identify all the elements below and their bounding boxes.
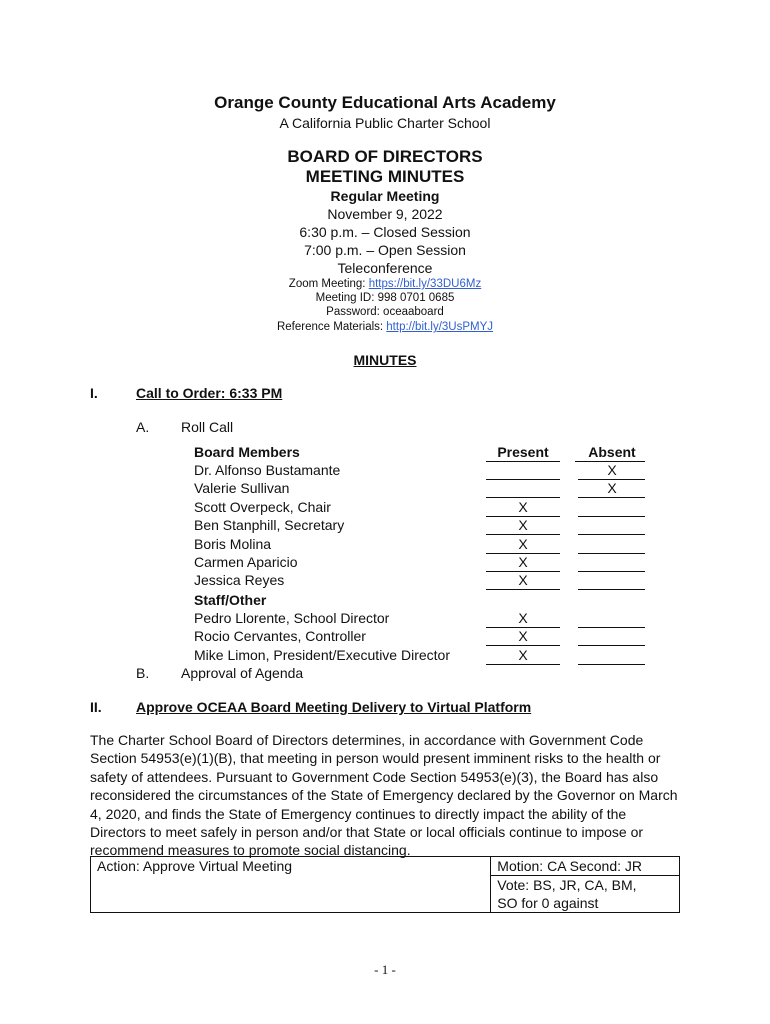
present-mark: X — [518, 628, 528, 645]
school-name: Orange County Educational Arts Academy — [214, 93, 556, 112]
vote-line-2: SO for 0 against — [497, 895, 599, 911]
open-session-time: 7:00 p.m. – Open Session — [304, 242, 466, 258]
absent-mark: X — [607, 462, 617, 478]
school-subtitle: A California Public Charter School — [279, 115, 491, 131]
roll-call-name: Scott Overpeck, Chair — [194, 498, 331, 515]
page-number: - 1 - — [374, 962, 396, 977]
roll-call-name: Pedro Llorente, School Director — [194, 610, 390, 626]
staff-heading: Staff/Other — [194, 592, 267, 608]
meeting-password: Password: oceaaboard — [326, 306, 444, 318]
present-column-heading: Present — [497, 444, 549, 460]
section2-numeral: II. — [90, 699, 102, 715]
roll-call-name: Boris Molina — [194, 535, 272, 552]
vote-cell — [491, 876, 680, 913]
reference-materials-line — [0, 321, 770, 333]
present-blank-line — [486, 479, 560, 480]
closed-session-time: 6:30 p.m. – Closed Session — [299, 224, 471, 240]
present-blank-line — [486, 664, 560, 665]
absent-blank-line — [578, 516, 645, 517]
zoom-link[interactable]: https://bit.ly/33DU6Mz — [368, 278, 482, 290]
present-mark: X — [518, 610, 528, 626]
meeting-id: Meeting ID: 998 0701 0685 — [315, 292, 455, 304]
present-mark: X — [518, 498, 528, 515]
absent-blank-line — [578, 497, 645, 498]
zoom-label: Zoom Meeting: — [288, 278, 369, 290]
present-mark: X — [518, 646, 528, 663]
item-a-label: Roll Call — [181, 419, 234, 435]
meeting-venue: Teleconference — [337, 260, 433, 276]
absent-mark: X — [607, 480, 617, 497]
absent-blank-line — [578, 571, 645, 572]
roll-call-name: Dr. Alfonso Bustamante — [194, 462, 341, 478]
document-title-line2: MEETING MINUTES — [305, 167, 465, 186]
reference-link[interactable]: http://bit.ly/3UsPMYJ — [386, 321, 494, 333]
board-members-heading: Board Members — [194, 444, 300, 460]
item-b-letter: B. — [136, 665, 150, 681]
reference-label: Reference Materials: — [276, 321, 387, 333]
meeting-type: Regular Meeting — [330, 188, 440, 204]
document-title-line1: BOARD OF DIRECTORS — [287, 147, 483, 166]
action-cell: Action: Approve Virtual Meeting — [91, 857, 491, 913]
roll-call-name: Mike Limon, President/Executive Director — [194, 646, 450, 663]
vote-line-1: Vote: BS, JR, CA, BM, — [497, 877, 637, 893]
section2-title: Approve OCEAA Board Meeting Delivery to Virtual Platform — [136, 699, 532, 715]
absent-blank-line — [578, 645, 645, 646]
present-mark: X — [518, 572, 528, 589]
absent-blank-line — [578, 534, 645, 535]
roll-call-name: Ben Stanphill, Secretary — [194, 517, 345, 534]
roll-call-name: Carmen Aparicio — [194, 554, 298, 570]
section1-numeral: I. — [90, 385, 98, 401]
roll-call-name: Valerie Sullivan — [194, 480, 290, 497]
section1-title: Call to Order: 6:33 PM — [136, 385, 283, 401]
minutes-heading: MINUTES — [353, 352, 417, 368]
absent-blank-line — [578, 627, 645, 628]
absent-column-heading: Absent — [588, 444, 636, 460]
item-a-letter: A. — [136, 419, 150, 435]
section2-body-text: The Charter School Board of Directors determines, in accordance with Government Code Section 54953(e)(1)(B), that meeting in person would present imminent risks to the health or safety of attendees. Pursuant to Government Code Section 54953(e)(3), the Board has also reconsidered the circumstances of the State of Emergency declared by the Governor on March 4, 2020, and finds the State of Emergency continues to directly impact the ability of the Directors to meet safely in person and/or that State or local officials continue to impose or recommend measures to promote social distancing. — [90, 732, 678, 859]
absent-blank-line — [578, 553, 645, 554]
item-b-label: Approval of Agenda — [181, 665, 304, 681]
roll-call-name: Jessica Reyes — [194, 572, 285, 589]
roll-call-name: Rocio Cervantes, Controller — [194, 628, 366, 645]
meeting-date: November 9, 2022 — [327, 206, 443, 222]
present-mark: X — [518, 535, 528, 552]
present-mark: X — [518, 554, 528, 570]
absent-blank-line — [578, 589, 645, 590]
absent-blank-line — [578, 664, 645, 665]
zoom-meeting-line — [0, 278, 770, 290]
present-heading-underline — [486, 461, 560, 462]
present-mark: X — [518, 517, 528, 534]
motion-cell: Motion: CA Second: JR — [491, 857, 680, 876]
present-blank-line — [486, 589, 560, 590]
action-table — [90, 856, 680, 913]
